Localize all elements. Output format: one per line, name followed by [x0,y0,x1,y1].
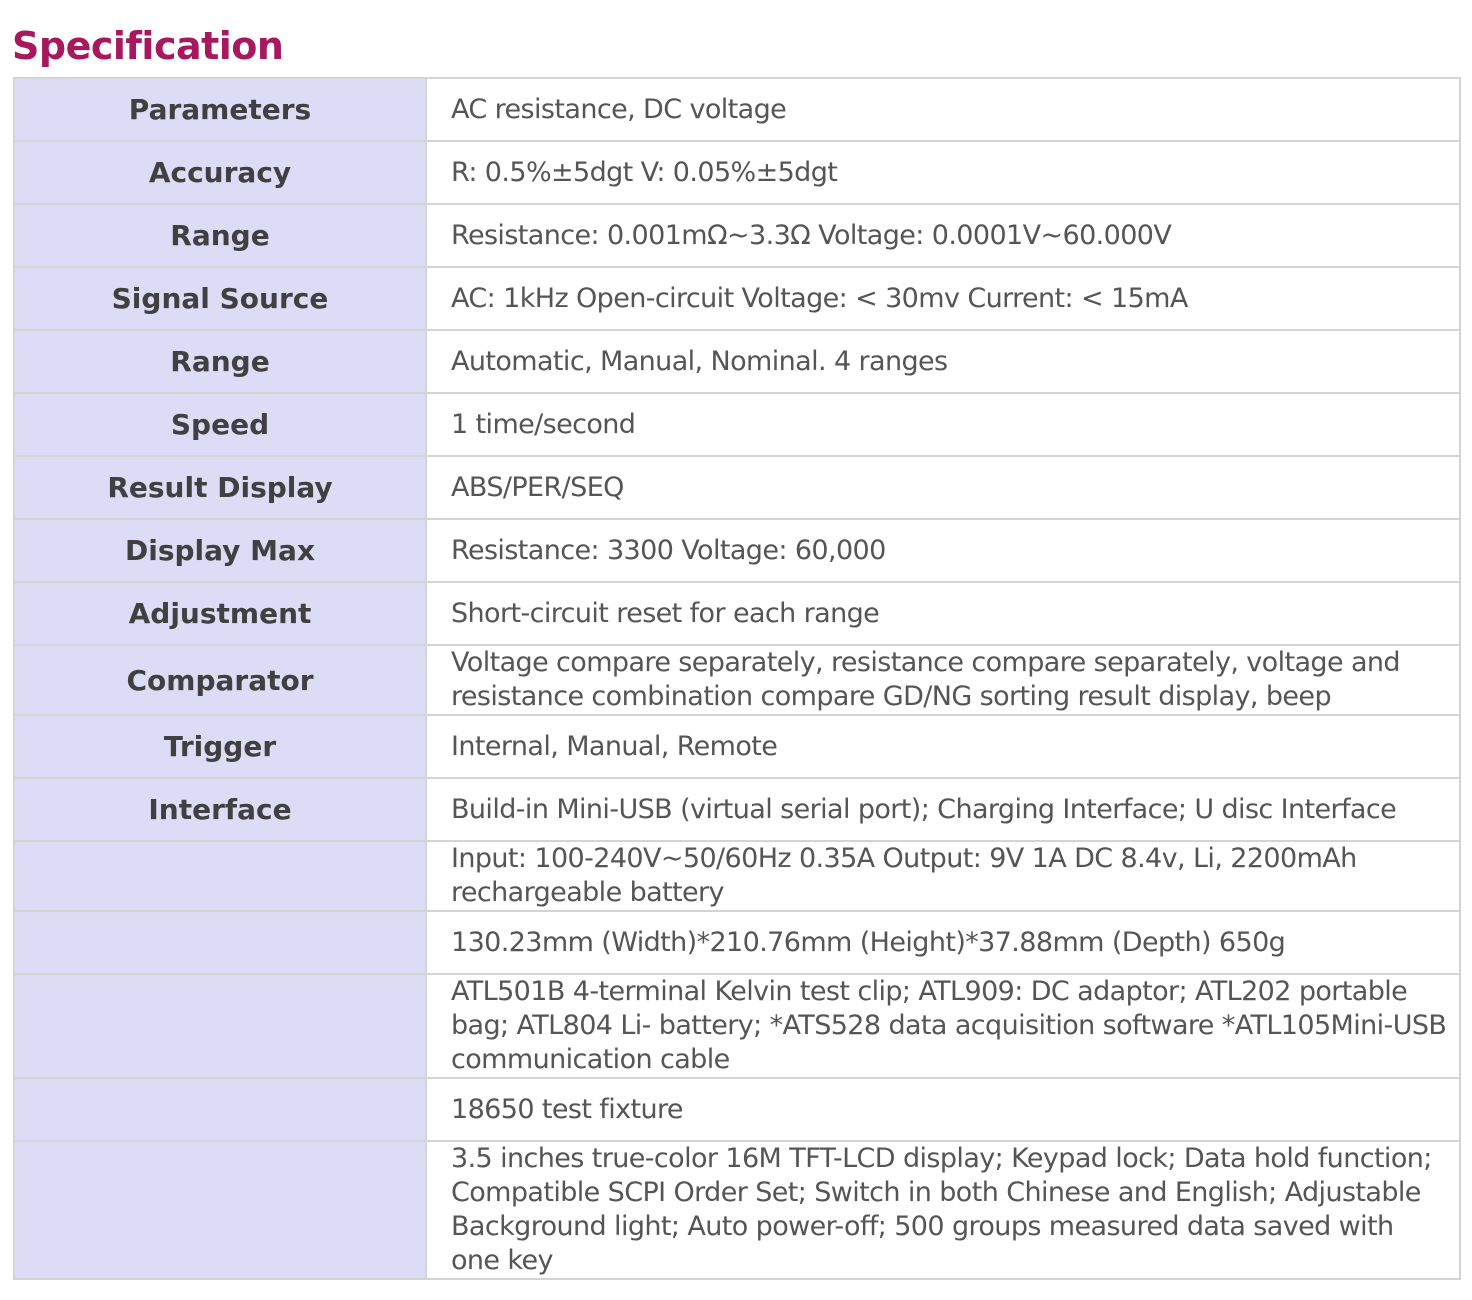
row-label: Signal Source [14,267,426,330]
row-value: ATL501B 4-terminal Kelvin test clip; ATL909: DC adaptor; ATL202 portable bag; ATL804 Li- battery; *ATS528 data acquisition software *ATL105Mini-USB communication cable [426,974,1460,1078]
table-row [14,519,1460,582]
row-value: Internal, Manual, Remote [426,715,1460,778]
row-label: Range [14,204,426,267]
row-value: ABS/PER/SEQ [426,456,1460,519]
table-row [14,78,1460,141]
table-row [14,715,1460,778]
row-label: Result Display [14,456,426,519]
row-label: Parameters [14,78,426,141]
row-label: Display Max [14,519,426,582]
row-value: AC: 1kHz Open-circuit Voltage: < 30mv Current: < 15mA [426,267,1460,330]
row-label [14,841,426,911]
row-value: Resistance: 3300 Voltage: 60,000 [426,519,1460,582]
row-value: AC resistance, DC voltage [426,78,1460,141]
row-label: Speed [14,393,426,456]
row-label: Comparator [14,645,426,715]
row-label [14,1141,426,1279]
table-row [14,456,1460,519]
table-row [14,1078,1460,1141]
row-label [14,911,426,974]
row-value: 18650 test fixture [426,1078,1460,1141]
row-label [14,974,426,1078]
table-row [14,974,1460,1078]
row-label: Range [14,330,426,393]
row-label: Adjustment [14,582,426,645]
row-label: Interface [14,778,426,841]
page-title: Specification [12,24,284,68]
table-row [14,911,1460,974]
row-label [14,1078,426,1141]
row-value: Voltage compare separately, resistance compare separately, voltage and resistance combination compare GD/NG sorting result display, beep [426,645,1460,715]
specification-table [13,77,1461,1280]
row-value: 1 time/second [426,393,1460,456]
table-row [14,204,1460,267]
table-row [14,141,1460,204]
table-row [14,645,1460,715]
table-row [14,582,1460,645]
row-value: Short-circuit reset for each range [426,582,1460,645]
table-row [14,393,1460,456]
row-value: Input: 100-240V~50/60Hz 0.35A Output: 9V 1A DC 8.4v, Li, 2200mAh rechargeable battery [426,841,1460,911]
row-value: Resistance: 0.001mΩ~3.3Ω Voltage: 0.0001V~60.000V [426,204,1460,267]
row-label: Trigger [14,715,426,778]
row-value: 3.5 inches true-color 16M TFT-LCD display; Keypad lock; Data hold function; Compatible SCPI Order Set; Switch in both Chinese and English; Adjustable Background light; Auto power-off; 500 groups measured data saved with one key [426,1141,1460,1279]
row-value: Build-in Mini-USB (virtual serial port); Charging Interface; U disc Interface [426,778,1460,841]
table-row [14,1141,1460,1279]
row-value: R: 0.5%±5dgt V: 0.05%±5dgt [426,141,1460,204]
row-label: Accuracy [14,141,426,204]
table-row [14,778,1460,841]
table-row [14,267,1460,330]
table-row [14,330,1460,393]
row-value: Automatic, Manual, Nominal. 4 ranges [426,330,1460,393]
row-value: 130.23mm (Width)*210.76mm (Height)*37.88mm (Depth) 650g [426,911,1460,974]
table-row [14,841,1460,911]
